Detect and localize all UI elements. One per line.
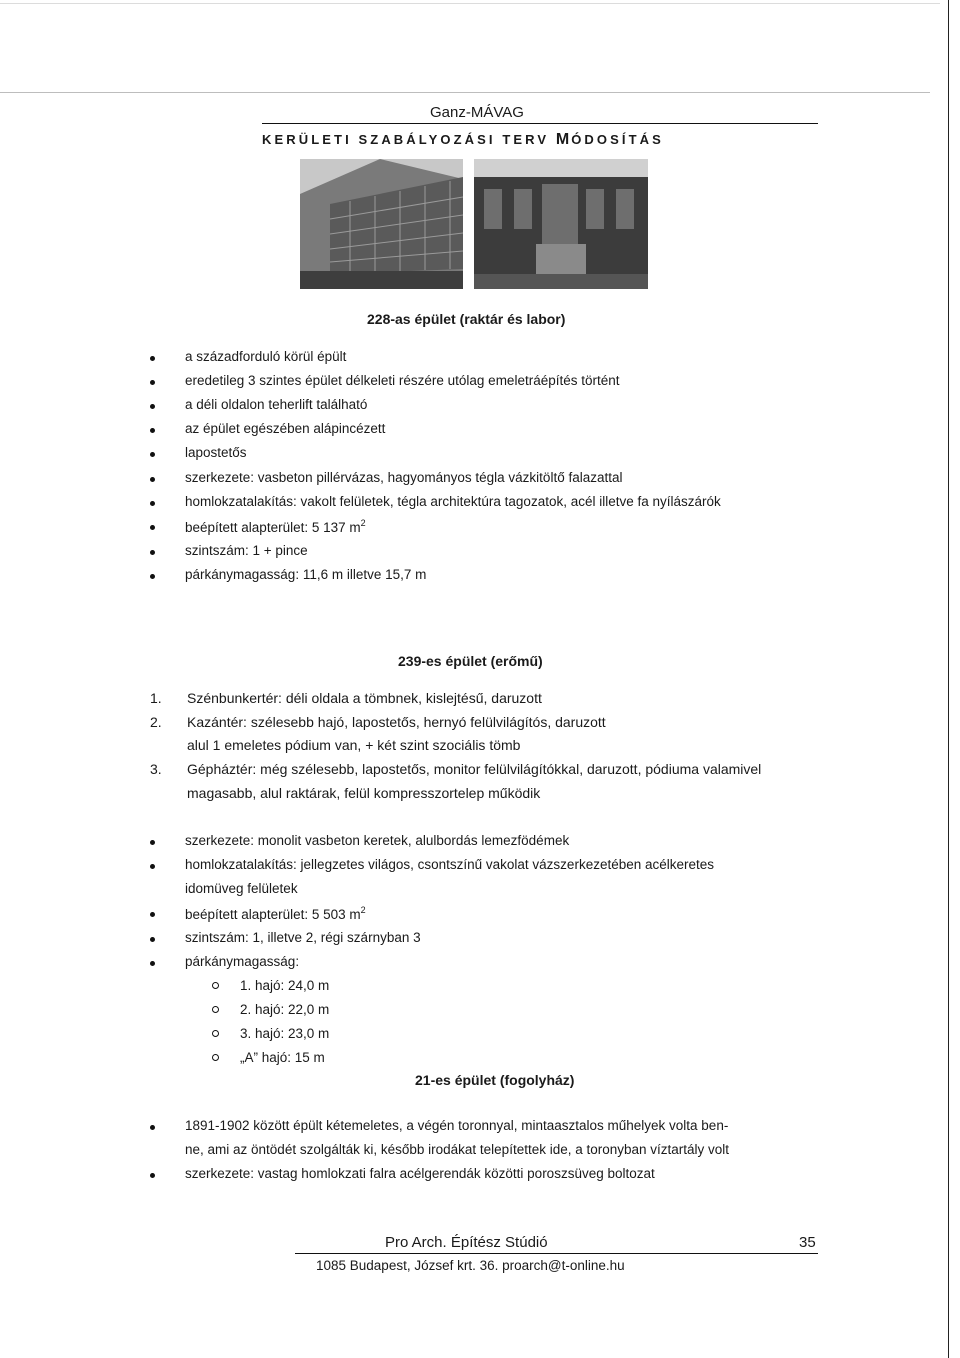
- circle-bullet-icon: [212, 1030, 219, 1037]
- list-number: 1.: [150, 690, 162, 706]
- scan-artifact-line: [0, 92, 930, 93]
- page-number: 35: [799, 1234, 816, 1251]
- bullet-icon: [150, 840, 155, 845]
- list-number: 3.: [150, 761, 162, 777]
- area-superscript: 2: [360, 518, 366, 528]
- photo-building-239: [474, 159, 648, 289]
- bullet-icon: [150, 477, 155, 482]
- subtitle-initial: M: [555, 131, 572, 148]
- document-title: Ganz-MÁVAG: [430, 104, 524, 121]
- list-item-text: szerkezete: vastag homlokzati falra acélgerendák közötti poroszsüveg boltozat: [185, 1166, 655, 1181]
- footer-studio-name: Pro Arch. Építész Stúdió: [385, 1234, 548, 1251]
- list-item-text: homlokzatalakítás: jellegzetes világos, csontszínű vakolat vázszerkezetében acélkeretes: [185, 857, 715, 872]
- circle-bullet-icon: [212, 1006, 219, 1013]
- document-subtitle: [262, 131, 664, 149]
- bullet-icon: [150, 501, 155, 506]
- list-item-text: Szénbunkertér: déli oldala a tömbnek, kislejtésű, daruzott: [187, 690, 542, 706]
- bullet-icon: [150, 525, 155, 530]
- bullet-icon: [150, 1125, 155, 1130]
- circle-bullet-icon: [212, 982, 219, 989]
- bullet-icon: [150, 574, 155, 579]
- list-item-text: az épület egészében alápincézett: [185, 421, 386, 436]
- page-edge: [948, 0, 949, 1358]
- footer-divider: [295, 1253, 818, 1254]
- subtitle-text: KERÜLETI SZABÁLYOZÁSI TERV: [262, 132, 556, 147]
- bullet-icon: [150, 428, 155, 433]
- bullet-icon: [150, 937, 155, 942]
- list-item-text: párkánymagasság:: [185, 954, 300, 969]
- bullet-icon: [150, 356, 155, 361]
- list-item-text: 1. hajó: 24,0 m: [240, 978, 330, 993]
- list-item-text: szintszám: 1, illetve 2, régi szárnyban 3: [185, 930, 421, 945]
- bullet-icon: [150, 912, 155, 917]
- bullet-icon: [150, 1173, 155, 1178]
- list-item-text: homlokzatalakítás: vakolt felületek, tégla architektúra tagozatok, acél illetve fa nyílászárók: [185, 494, 721, 509]
- list-item-text: Gépháztér: még szélesebb, lapostetős, monitor felülvilágítókkal, daruzott, pódiuma valamivel: [187, 761, 762, 777]
- list-number: 2.: [150, 714, 162, 730]
- list-item-text: 3. hajó: 23,0 m: [240, 1026, 330, 1041]
- bullet-icon: [150, 550, 155, 555]
- list-item-text: magasabb, alul raktárak, felül kompresszortelep működik: [187, 785, 541, 801]
- bullet-icon: [150, 380, 155, 385]
- circle-bullet-icon: [212, 1054, 219, 1061]
- bullet-icon: [150, 452, 155, 457]
- list-item-text: 1891-1902 között épült kétemeletes, a végén toronnyal, mintaasztalos műhelyek volta ben-: [185, 1118, 729, 1133]
- area-value: beépített alapterület: 5 503 m: [185, 907, 361, 922]
- footer-address: 1085 Budapest, József krt. 36. proarch@t-online.hu: [316, 1258, 625, 1273]
- list-item-text: „A” hajó: 15 m: [240, 1050, 325, 1065]
- bullet-icon: [150, 864, 155, 869]
- section-heading-21: 21-es épület (fogolyház): [415, 1072, 575, 1088]
- list-item-text: szerkezete: vasbeton pillérvázas, hagyományos tégla vázkitöltő falazattal: [185, 470, 623, 485]
- area-value: beépített alapterület: 5 137 m: [185, 520, 361, 535]
- list-item-text: eredetileg 3 szintes épület délkeleti részére utólag emeletráépítés történt: [185, 373, 620, 388]
- list-item-text: [185, 518, 366, 535]
- bullet-icon: [150, 961, 155, 966]
- list-item-text: idomüveg felületek: [185, 881, 298, 896]
- header-divider: [262, 123, 818, 124]
- bullet-icon: [150, 404, 155, 409]
- list-item-text: szintszám: 1 + pince: [185, 543, 308, 558]
- list-item-text: párkánymagasság: 11,6 m illetve 15,7 m: [185, 567, 427, 582]
- section-heading-228: 228-as épület (raktár és labor): [367, 311, 566, 327]
- photo-building-228: [300, 159, 463, 289]
- list-item-text: szerkezete: monolit vasbeton keretek, alulbordás lemezfödémek: [185, 833, 570, 848]
- subtitle-text-end: ÓDOSÍTÁS: [571, 132, 664, 147]
- list-item-text: a századforduló körül épült: [185, 349, 347, 364]
- list-item-text: a déli oldalon teherlift található: [185, 397, 368, 412]
- area-superscript: 2: [360, 905, 366, 915]
- list-item-text: 2. hajó: 22,0 m: [240, 1002, 330, 1017]
- list-item-text: Kazántér: szélesebb hajó, lapostetős, hernyó felülvilágítós, daruzott: [187, 714, 606, 730]
- list-item-text: lapostetős: [185, 445, 247, 460]
- section-heading-239: 239-es épület (erőmű): [398, 653, 543, 669]
- scan-artifact-line: [0, 3, 940, 4]
- list-item-text: [185, 905, 366, 922]
- list-item-text: alul 1 emeletes pódium van, + két szint szociális tömb: [187, 737, 521, 753]
- list-item-text: ne, ami az öntödét szolgálták ki, később irodákat telepítettek ide, a toronyban víztartály volt: [185, 1142, 730, 1157]
